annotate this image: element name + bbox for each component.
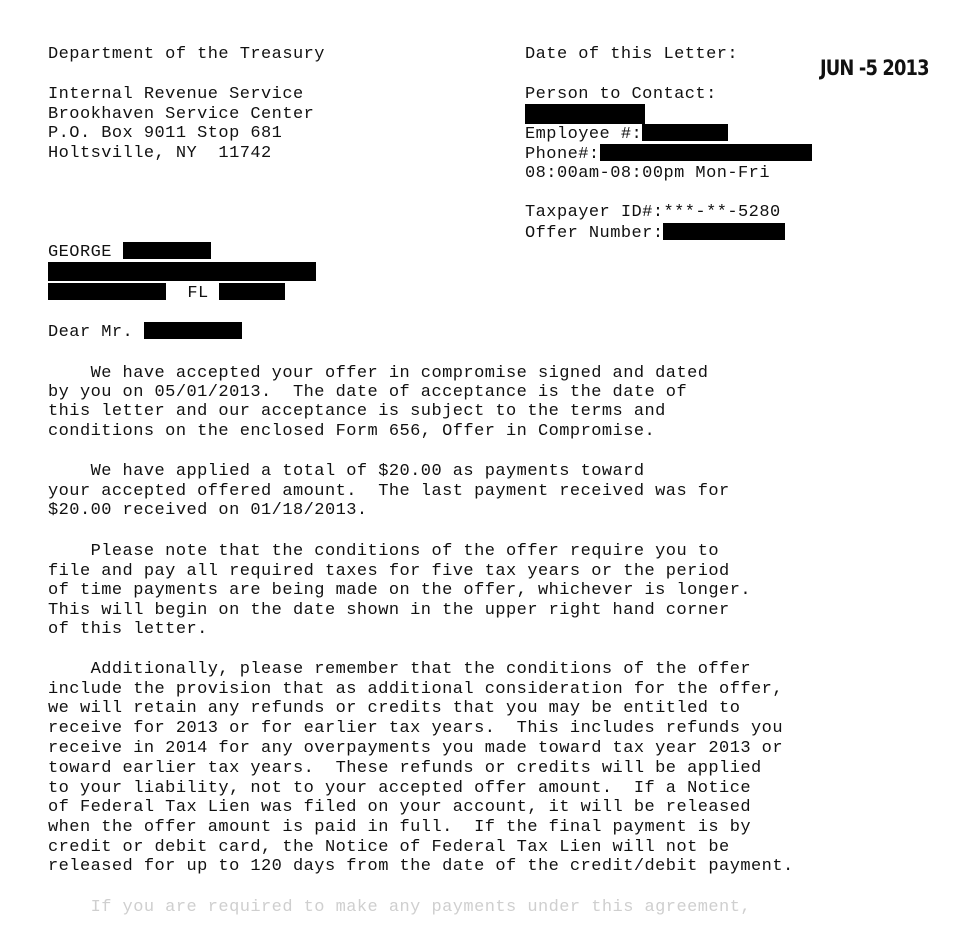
paragraph-4-line: to your liability, not to your accepted offer amount. If a Notice — [48, 779, 752, 798]
paragraph-1-line: this letter and our acceptance is subject to the terms and — [48, 402, 666, 421]
paragraph-4-line: receive for 2013 or for earlier tax years. This includes refunds you — [48, 719, 783, 738]
sender-po-box: P.O. Box 9011 Stop 681 — [48, 124, 283, 143]
sender-city: Holtsville, NY 11742 — [48, 144, 272, 163]
salutation-line — [48, 322, 242, 343]
phone-line — [525, 144, 812, 165]
paragraph-4-line: Additionally, please remember that the conditions of the offer — [48, 660, 752, 679]
taxpayer-id: Taxpayer ID#:***-**-5280 — [525, 203, 781, 222]
recipient-name-line — [48, 242, 211, 263]
paragraph-4-line: of Federal Tax Lien was filed on your account, it will be released — [48, 798, 752, 817]
paragraph-3-line: of time payments are being made on the offer, whichever is longer. — [48, 581, 752, 600]
paragraph-3-line: This will begin on the date shown in the upper right hand corner — [48, 601, 730, 620]
paragraph-4-line: include the provision that as additional consideration for the offer, — [48, 680, 783, 699]
paragraph-1-line: conditions on the enclosed Form 656, Offer in Compromise. — [48, 422, 656, 441]
redacted-offer-number — [663, 223, 785, 240]
paragraph-2-line: your accepted offered amount. The last payment received was for — [48, 482, 730, 501]
offer-line — [525, 223, 785, 244]
paragraph-3-line: file and pay all required taxes for five tax years or the period — [48, 562, 730, 581]
paragraph-2-line: $20.00 received on 01/18/2013. — [48, 501, 368, 520]
paragraph-1-line: by you on 05/01/2013. The date of acceptance is the date of — [48, 383, 688, 402]
redacted-phone — [600, 144, 812, 161]
paragraph-5-line: If you are required to make any payments under this agreement, — [48, 898, 752, 917]
contact-hours: 08:00am-08:00pm Mon-Fri — [525, 164, 770, 183]
contact-label: Person to Contact: — [525, 85, 717, 104]
employee-label: Employee #: — [525, 125, 643, 144]
date-stamp: JUN -5 2013 — [820, 56, 929, 80]
redacted-city — [48, 283, 166, 300]
redacted-contact-name — [525, 104, 645, 124]
redacted-last-name — [123, 242, 211, 259]
offer-label: Offer Number: — [525, 224, 664, 243]
paragraph-4-line: toward earlier tax years. These refunds or credits will be applied — [48, 759, 762, 778]
paragraph-4-line: credit or debit card, the Notice of Federal Tax Lien will not be — [48, 838, 730, 857]
phone-label: Phone#: — [525, 145, 600, 164]
sender-agency: Internal Revenue Service — [48, 85, 304, 104]
paragraph-1-line: We have accepted your offer in compromise signed and dated — [48, 364, 709, 383]
redacted-employee-number — [642, 124, 728, 141]
salutation: Dear Mr. — [48, 323, 134, 342]
paragraph-4-line: when the offer amount is paid in full. If the final payment is by — [48, 818, 752, 837]
paragraph-3-line: of this letter. — [48, 620, 208, 639]
paragraph-4-line: we will retain any refunds or credits that you may be entitled to — [48, 699, 741, 718]
date-label: Date of this Letter: — [525, 45, 739, 64]
employee-line — [525, 124, 728, 145]
paragraph-3-line: Please note that the conditions of the offer require you to — [48, 542, 720, 561]
redacted-street-address — [48, 262, 316, 281]
paragraph-4-line: released for up to 120 days from the date of the credit/debit payment. — [48, 857, 794, 876]
paragraph-2-line: We have applied a total of $20.00 as payments toward — [48, 462, 645, 481]
sender-center: Brookhaven Service Center — [48, 105, 315, 124]
sender-department: Department of the Treasury — [48, 45, 325, 64]
redacted-zip — [219, 283, 285, 300]
recipient-state: FL — [187, 284, 209, 303]
recipient-first-name: GEORGE — [48, 243, 112, 262]
recipient-city-line — [48, 283, 285, 304]
paragraph-4-line: receive in 2014 for any overpayments you made toward tax year 2013 or — [48, 739, 783, 758]
redacted-salutation-name — [144, 322, 242, 339]
